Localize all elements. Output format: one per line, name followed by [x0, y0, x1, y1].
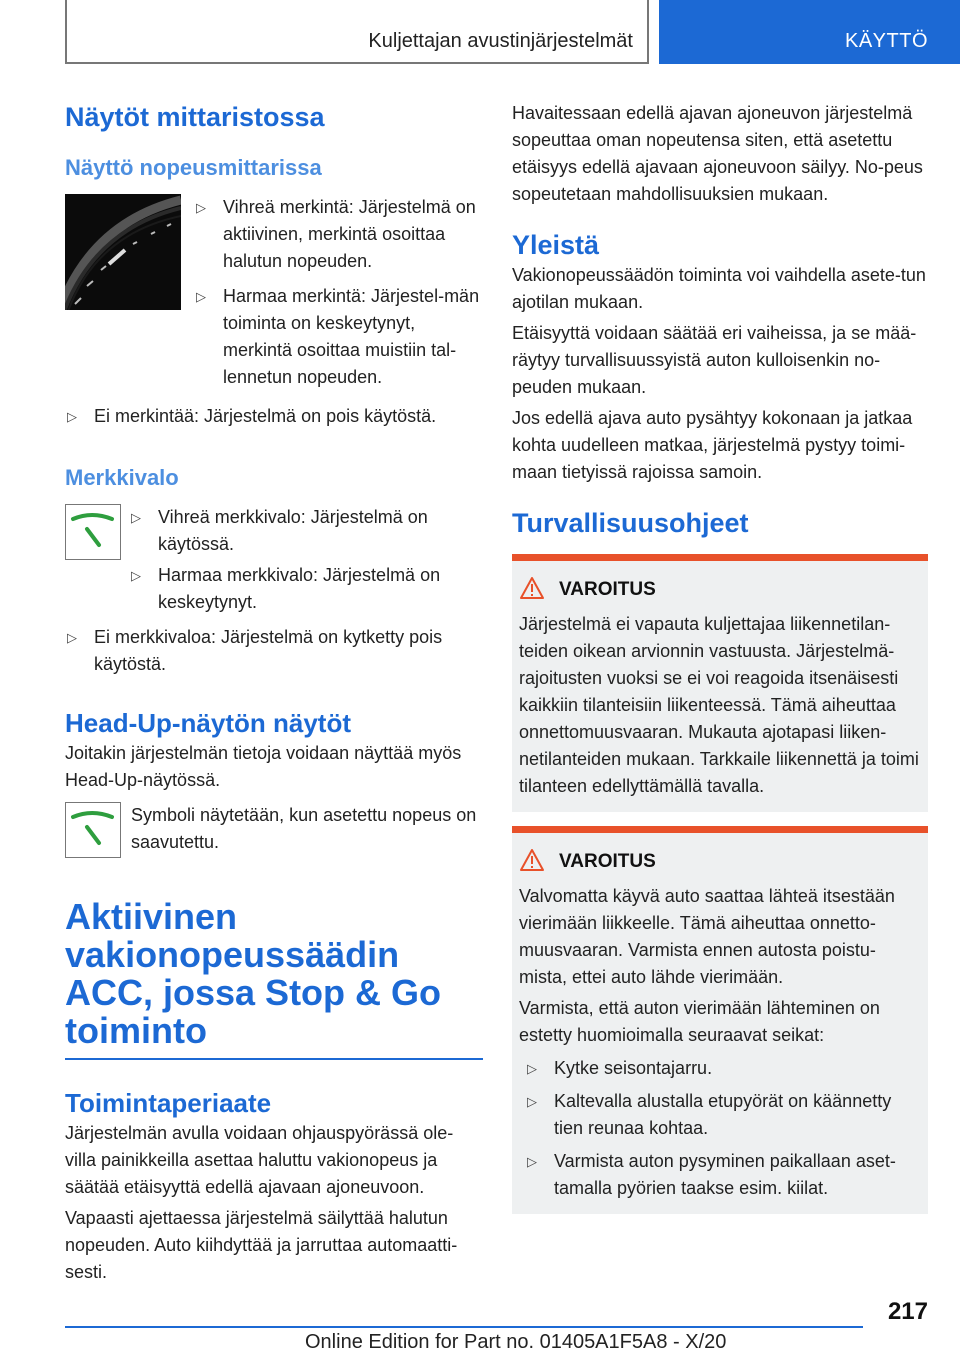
warning-bullet: ▷ Varmista auton pysyminen paikallaan aset-tamalla pyörien taakse esim. kiilat.: [525, 1148, 920, 1202]
header-chapter-title: KÄYTTÖ: [844, 30, 928, 52]
warning-text: Valvomatta käyvä auto saattaa lähteä itsestään vierimään liikkeelle. Tämä aiheuttaa onnetto-muusvaaran. Varmista ennen autosta poistu-mista, ettei auto lähde vierimään.: [519, 886, 895, 987]
page-number: 217: [887, 1298, 928, 1325]
speedo-bullet-grey: ▷ Harmaa merkintä: Järjestel-män toiminta on keskeytynyt, merkintä osoittaa muistiin tal-lennetun nopeuden.: [194, 283, 483, 391]
indicator-bullet-none: ▷ Ei merkkivaloa: Järjestelmä on kytketty pois käytöstä.: [65, 624, 483, 678]
general-paragraph-3: Jos edellä ajava auto pysähtyy kokonaan ja jatkaa kohta uudelleen matkaa, järjestelmä pystyy toimi-maan tietyissä rajoissa samoin.: [512, 408, 913, 482]
speedo-bullet-none: ▷ Ei merkintää: Järjestelmä on pois käytöstä.: [65, 403, 483, 430]
warning-text: Järjestelmä ei vapauta kuljettajaa liikennetilan-teiden oikean arvionnin vastuusta. Järjestelmä-rajoitusten vuoksi se ei voi reagoida itsenäisesti kaikkiin tilanteisiin liikenteessä. Tämä aiheuttaa onnettomuusvaaran. Mukauta ajotapasi liiken-netilanteiden mukaan. Tarkkaile liikennettä ja toimi tilanteen edellyttämällä tavalla.: [519, 614, 919, 796]
general-paragraph-1: Vakionopeussäädön toiminta voi vaihdella asete-tun ajotilan mukaan.: [512, 265, 926, 312]
warning-box-1: [512, 554, 928, 812]
general-paragraph-2: Etäisyyttä voidaan säätää eri vaiheissa, ja se mää-räytyy turvallisuussyistä auton kulloisenkin no-peuden mukaan.: [512, 323, 917, 397]
heading-speedometer: Näyttö nopeusmittarissa: [65, 155, 322, 180]
warning-box-2: [512, 826, 928, 1214]
warning-bullet: ▷ Kaltevalla alustalla etupyörät on käännetty tien reunaa kohtaa.: [525, 1088, 920, 1142]
warning-title: VAROITUS: [559, 851, 656, 872]
speedometer-image: [65, 194, 181, 310]
warning-bar: [512, 826, 928, 833]
heading-hud: Head-Up-näytön näytöt: [65, 708, 351, 738]
intro-paragraph: Havaitessaan edellä ajavan ajoneuvon järjestelmä sopeuttaa oman nopeutensa siten, että asetettu etäisyys edellä ajavaan ajoneuvoon säilyy. No-peus sopeutetaan mahdollisuuksien mukaan.: [512, 103, 923, 204]
heading-safety: Turvallisuusohjeet: [512, 508, 749, 538]
warning-bar: [512, 554, 928, 561]
footer-rule: [65, 1326, 863, 1328]
heading-principle: Toimintaperiaate: [65, 1088, 272, 1118]
warning-title: VAROITUS: [559, 579, 656, 600]
acc-indicator-icon: [65, 504, 121, 560]
heading-general: Yleistä: [512, 230, 600, 260]
hud-symbol-text: Symboli näytetään, kun asetettu nopeus on saavutettu.: [131, 805, 477, 852]
warning-triangle-icon: [519, 848, 545, 877]
right-column: [512, 100, 928, 1214]
footer-edition: Online Edition for Part no. 01405A1F5A8 - X/20: [305, 1331, 727, 1353]
warning-text-2: Varmista, että auton vierimään lähteminen on estetty huomioimalla seuraavat seikat:: [519, 998, 880, 1045]
header-section-title: Kuljettajan avustinjärjestelmät: [368, 30, 633, 52]
warning-triangle-icon: [519, 576, 545, 605]
heading-indicator: Merkkivalo: [65, 465, 179, 490]
header-section-tab: [65, 0, 649, 64]
left-column: [65, 100, 483, 1286]
title-acc: Aktiivinen vakionopeussäädin ACC, jossa Stop & Go toiminto: [65, 896, 442, 1051]
header-chapter-tab: [659, 0, 960, 64]
principle-paragraph-1: Järjestelmän avulla voidaan ohjauspyörässä ole-villa painikkeilla asettaa haluttu vakionopeus ja säätää etäisyyttä edellä ajavaan ajoneuvoon.: [65, 1123, 454, 1197]
speedo-bullet-green: ▷ Vihreä merkintä: Järjestelmä on aktiivinen, merkintä osoittaa halutun nopeuden.: [194, 194, 483, 275]
hud-text: Joitakin järjestelmän tietoja voidaan näyttää myös Head-Up-näytössä.: [65, 743, 462, 790]
indicator-bullet-grey: ▷ Harmaa merkkivalo: Järjestelmä on keskeytynyt.: [129, 562, 483, 616]
warning-bullet: ▷ Kytke seisontajarru.: [525, 1055, 920, 1082]
hud-symbol-icon: [65, 802, 121, 858]
title-rule: [65, 1058, 483, 1060]
heading-displays: Näytöt mittaristossa: [65, 102, 325, 132]
indicator-bullet-green: ▷ Vihreä merkkivalo: Järjestelmä on käytössä.: [129, 504, 483, 558]
principle-paragraph-2: Vapaasti ajettaessa järjestelmä säilyttää halutun nopeuden. Auto kiihdyttää ja jarruttaa automaatti-sesti.: [65, 1208, 458, 1282]
